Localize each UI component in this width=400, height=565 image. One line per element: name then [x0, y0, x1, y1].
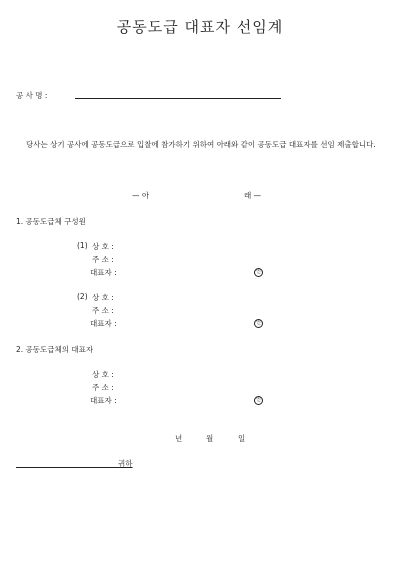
- member-2-rep-label: 대표자 :: [90, 319, 117, 328]
- date-year: 년: [175, 434, 183, 443]
- addressee-line: [16, 467, 129, 468]
- statement-paragraph: 당사는 상기 공사에 공동도급으로 입찰에 참가하기 위하여 아래와 같이 공동도급 대표자를 선임 제출합니다.: [26, 140, 376, 149]
- section1-heading: 1. 공동도급체 구성원: [16, 217, 86, 226]
- representative-address-label: 주 소 :: [92, 383, 114, 392]
- representative-rep-label: 대표자 :: [90, 396, 117, 405]
- date-day: 일: [238, 434, 246, 443]
- member-1-rep-label: 대표자 :: [90, 268, 117, 277]
- member-2-address-label: 주 소 :: [92, 306, 114, 315]
- member-1-address-label: 주 소 :: [92, 255, 114, 264]
- member-1-name-label: 상 호 :: [92, 242, 114, 251]
- member-2-seal: 인: [254, 319, 263, 328]
- date-month: 월: [206, 434, 214, 443]
- notice-heading-left: — 아: [132, 191, 150, 200]
- representative-seal: 인: [254, 396, 263, 405]
- document-title: 공동도급 대표자 선임계: [116, 18, 284, 36]
- member-1-seal: 인: [254, 268, 263, 277]
- member-2-number: (2): [77, 292, 88, 301]
- section2-heading: 2. 공동도급체의 대표자: [16, 345, 94, 354]
- addressee-suffix: 귀하: [118, 459, 133, 468]
- notice-heading-right: 래 —: [244, 191, 262, 200]
- project-name-label: 공 사 명 :: [16, 91, 48, 100]
- project-name-line: [75, 98, 281, 99]
- member-2-name-label: 상 호 :: [92, 293, 114, 302]
- representative-name-label: 상 호 :: [92, 370, 114, 379]
- member-1-number: (1): [77, 241, 88, 250]
